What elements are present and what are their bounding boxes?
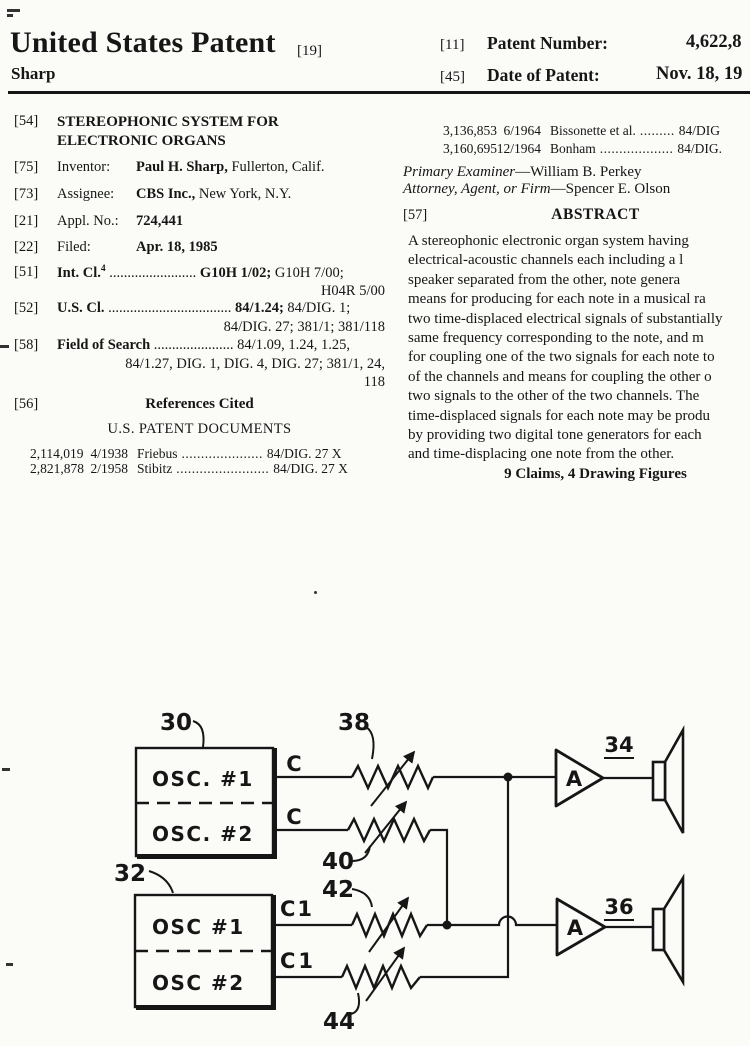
reference-row — [30, 461, 348, 477]
date-of-patent-value: Nov. 18, 19 — [656, 64, 743, 84]
invention-title-line1: STEREOPHONIC SYSTEM FOR — [57, 114, 279, 130]
ref-numeral-30: 30 — [159, 710, 193, 736]
abstract-line: for coupling one of the two signals for each note to — [408, 349, 715, 366]
leader-40 — [352, 846, 370, 861]
abstract-section-tag: [57] — [403, 207, 428, 223]
ref-numeral-32: 32 — [113, 861, 147, 887]
leader-42 — [352, 889, 372, 907]
osc1-c-label: OSC. #1 — [152, 767, 254, 791]
wire-label-c-2: C — [286, 805, 302, 829]
wire-label-c1-1: C1 — [279, 897, 315, 921]
section-tag: [22] — [14, 239, 39, 255]
assignee-label: Assignee: — [57, 186, 115, 202]
section-tag: [56] — [14, 396, 39, 412]
ref-numeral-34: 34 — [604, 733, 634, 757]
osc2-cs-label: OSC #2 — [152, 971, 245, 995]
section-tag: [21] — [14, 213, 39, 229]
patent-number-value: 4,622,8 — [686, 32, 742, 52]
appl-no-value: 724,441 — [136, 213, 184, 229]
abstract-line: electrical-acoustic channels each including a l — [408, 252, 684, 269]
section-51-int-cl — [14, 264, 385, 282]
abstract-heading: ABSTRACT — [551, 206, 640, 223]
section-56-references — [14, 396, 385, 413]
kind-code-tag: [19] — [297, 43, 322, 59]
us-cl-continuation: 84/DIG. 27; 381/1; 381/118 — [223, 319, 385, 335]
primary-examiner-name: —William B. Perkey — [515, 164, 642, 180]
junction-dot-top — [504, 773, 513, 782]
inventor-label: Inventor: — [57, 159, 111, 175]
field-of-search-cont2: 118 — [363, 374, 385, 390]
patent-number-label: Patent Number: — [487, 33, 609, 53]
section-22-filed — [14, 239, 385, 256]
ref-numeral-36: 36 — [604, 895, 634, 919]
scan-artifact — [0, 345, 9, 348]
amp36-letter: A — [566, 916, 584, 940]
us-patent-documents-heading: U.S. PATENT DOCUMENTS — [107, 421, 292, 437]
assignee-location: New York, N.Y. — [195, 186, 292, 202]
section-52-us-cl — [14, 300, 385, 317]
ref-name: Friebus — [137, 446, 178, 461]
ref-name: Bonham — [550, 141, 596, 156]
field-of-search-cont1: 84/1.27, DIG. 1, DIG. 4, DIG. 27; 381/1, 24, — [125, 356, 385, 372]
inventor-name: Paul H. Sharp, — [136, 159, 228, 175]
abstract-line: time-displaced signals for each note may be produ — [408, 407, 710, 424]
references-cited-heading: References Cited — [145, 396, 254, 412]
section-tag: [54] — [14, 113, 39, 129]
section-58-field-of-search — [14, 337, 385, 354]
primary-examiner-label: Primary Examiner — [403, 164, 516, 180]
primary-examiner-line — [403, 164, 642, 181]
leader-30 — [193, 721, 204, 747]
resistor-44 — [342, 966, 420, 988]
ref-date: 12/1964 — [496, 141, 541, 156]
invention-title-line2: ELECTRONIC ORGANS — [57, 132, 226, 149]
ref-numeral-40: 40 — [321, 849, 355, 875]
ref-number: 3,160,695 — [443, 141, 497, 156]
wire-label-c-1: C — [286, 752, 302, 776]
speaker-34-cone — [665, 730, 683, 833]
leader-32 — [149, 871, 173, 893]
scan-artifact — [7, 9, 20, 12]
ref-number: 2,821,878 — [30, 461, 84, 476]
attorney-label: Attorney, Agent, or Firm — [403, 181, 551, 197]
abstract-line: A stereophonic electronic organ system having — [408, 233, 689, 249]
wire-label-c1-2: C1 — [279, 949, 317, 973]
amp34-letter: A — [565, 767, 583, 791]
ref-class: 84/DIG — [678, 123, 720, 138]
us-cl-label: U.S. Cl. — [57, 300, 105, 316]
section-tag: [75] — [14, 159, 39, 175]
speaker-36-driver — [653, 909, 664, 950]
field-of-search-label: Field of Search — [57, 337, 151, 353]
date-of-patent-label: Date of Patent: — [487, 65, 600, 85]
section-tag: [58] — [14, 337, 39, 353]
section-54-title — [14, 113, 385, 150]
section-tag: [52] — [14, 300, 39, 316]
osc1-cs-label: OSC #1 — [152, 915, 245, 939]
us-cl-primary: 84/1.24; — [235, 300, 284, 316]
ref-class: 84/DIG. 27 X — [266, 446, 342, 461]
attorney-line — [403, 181, 670, 198]
int-cl-rest: G10H 7/00; — [271, 264, 344, 281]
int-cl-sup: 4 — [100, 264, 106, 274]
inventor-location: Fullerton, Calif. — [227, 159, 325, 175]
scan-artifact — [314, 591, 317, 594]
appl-no-label: Appl. No.: — [57, 213, 119, 229]
section-tag: [51] — [14, 264, 39, 280]
header-rule — [8, 91, 750, 94]
dot-leader: ........................ — [176, 461, 270, 476]
dot-leader: ...................... — [150, 337, 238, 353]
oscillator-block-32 — [135, 895, 276, 1009]
oscillator-block-30 — [136, 748, 277, 858]
patent-number-tag: [11] — [440, 37, 465, 53]
filed-date: Apr. 18, 1985 — [136, 239, 218, 255]
int-cl-continuation: H04R 5/00 — [320, 283, 385, 299]
dot-leader: ......... — [639, 123, 675, 138]
inventor-surname: Sharp — [11, 64, 56, 83]
reference-row — [443, 123, 720, 139]
dot-leader: ..................... — [181, 446, 263, 461]
ref-name: Stibitz — [137, 461, 173, 476]
attorney-name: —Spencer E. Olson — [550, 181, 671, 197]
us-cl-rest: 84/DIG. 1; — [283, 300, 351, 316]
speaker-36-cone — [664, 878, 683, 982]
ref-numeral-42: 42 — [321, 877, 355, 903]
field-of-search-values: 84/1.09, 1.24, 1.25, — [237, 337, 350, 353]
figure-1-circuit-diagram — [0, 690, 750, 1046]
ref-number: 2,114,019 — [30, 446, 84, 461]
abstract-line: same frequency corresponding to the note, and m — [408, 330, 704, 347]
ref-numeral-44: 44 — [322, 1009, 356, 1035]
ref-date: 4/1938 — [90, 446, 128, 461]
ref-class: 84/DIG. 27 X — [273, 461, 348, 476]
wire-pot40-down — [430, 830, 447, 925]
amplifiers — [556, 750, 605, 955]
ref-name: Bissonette et al. — [550, 123, 636, 138]
ref-number: 3,136,853 — [443, 123, 497, 138]
ref-date: 2/1958 — [90, 461, 128, 476]
dot-leader: ........................ — [105, 264, 200, 281]
resistor-38-arrow — [371, 752, 414, 806]
dot-leader: .................................. — [104, 300, 236, 316]
int-cl-label: Int. Cl. — [57, 264, 101, 281]
ref-numeral-38: 38 — [337, 710, 371, 736]
int-cl-primary: G10H 1/02; — [199, 264, 272, 281]
scan-artifact — [7, 14, 13, 17]
potentiometers — [342, 752, 433, 1001]
abstract-line: and time-displacing one note from the other. — [408, 446, 675, 463]
date-of-patent-tag: [45] — [440, 69, 465, 85]
abstract-line: two time-displaced electrical signals of substantially — [408, 310, 723, 327]
section-21-appl-no — [14, 213, 385, 230]
section-tag: [73] — [14, 186, 39, 202]
dot-leader: ................... — [599, 141, 674, 156]
resistor-38 — [352, 766, 433, 788]
abstract-line: of the channels and means for coupling the other o — [408, 368, 712, 385]
filed-label: Filed: — [57, 239, 91, 255]
abstract-line: means for producing for each note in a musical ra — [408, 291, 706, 308]
claims-figures-line: 9 Claims, 4 Drawing Figures — [504, 466, 687, 482]
abstract-text — [408, 232, 723, 465]
reference-row — [443, 141, 722, 157]
speakers — [653, 730, 683, 982]
abstract-line: by providing two digital tone generators for each — [408, 427, 702, 444]
assignee-name: CBS Inc., — [136, 186, 196, 202]
reference-row — [30, 446, 342, 462]
section-73-assignee — [14, 186, 385, 203]
wire-pot44-up-to-junction — [420, 777, 508, 977]
ref-date: 6/1964 — [503, 123, 541, 138]
document-title: United States Patent — [10, 26, 276, 59]
ref-class: 84/DIG. — [677, 141, 722, 156]
section-75-inventor — [14, 159, 385, 176]
abstract-line: speaker separated from the other, note genera — [408, 271, 681, 288]
junction-dot-bottom — [443, 921, 452, 930]
osc2-c-label: OSC. #2 — [152, 822, 254, 846]
speaker-34-driver — [653, 762, 665, 800]
resistor-42-arrow — [369, 898, 408, 952]
abstract-line: two signals to the other of the two channels. The — [408, 388, 700, 405]
